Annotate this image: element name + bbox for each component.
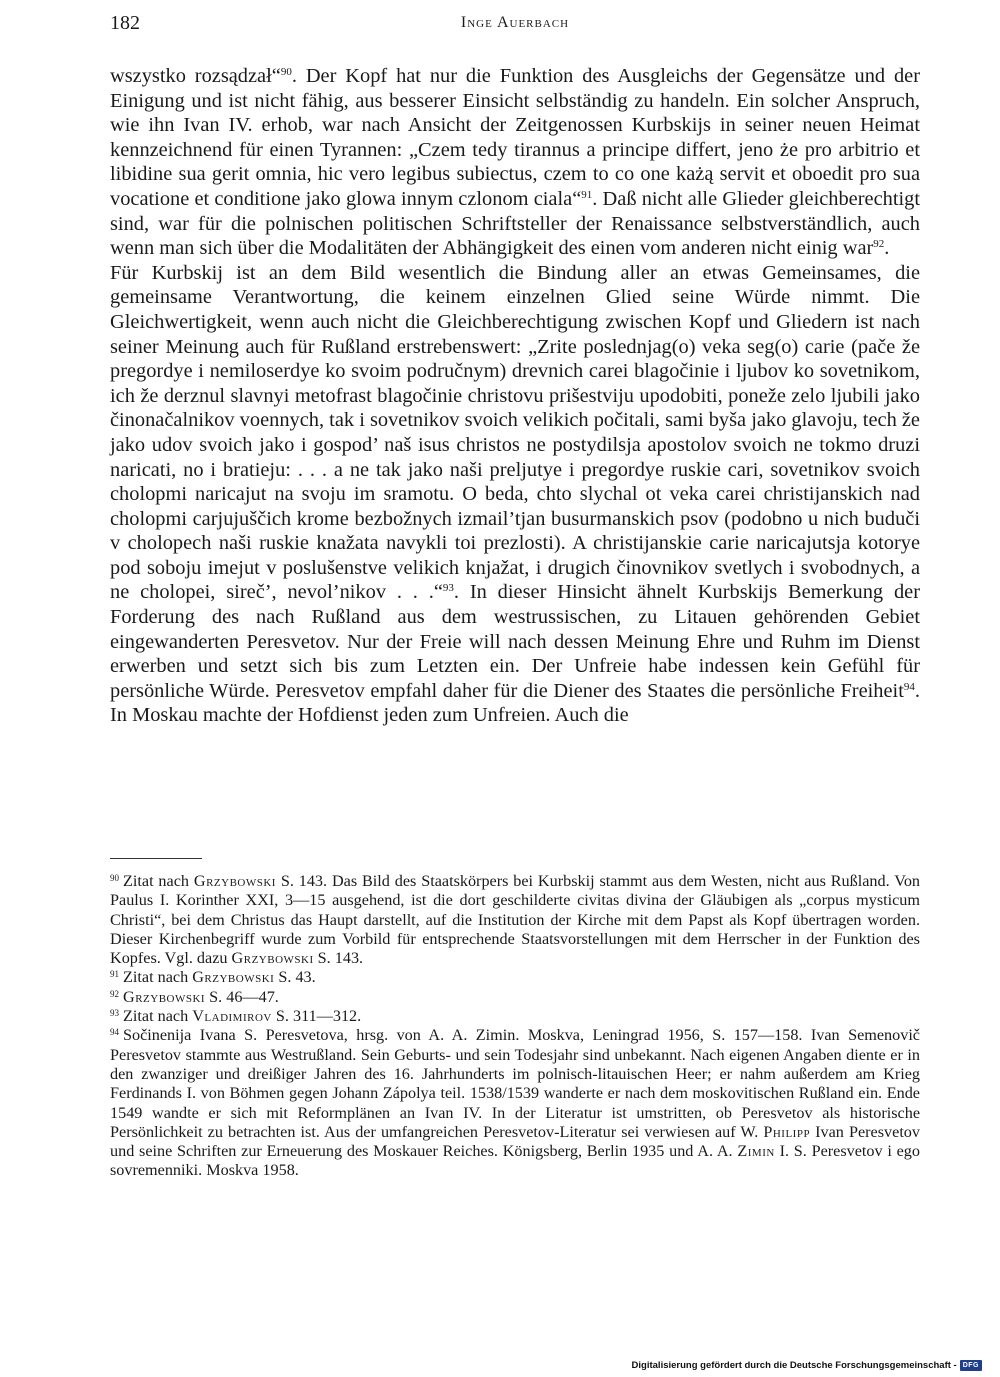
author-name: Grzybowski xyxy=(193,872,276,890)
footnote-94 xyxy=(110,1026,920,1180)
footnote-number: 94 xyxy=(110,1027,119,1038)
footnote-number: 90 xyxy=(110,873,119,883)
text-run: S. 143. Das Bild des Staatskörpers bei Kurbskij stammt aus dem Westen, nicht aus Rußland. Von Paulus I. Korinther XXI, 3—15 ausgehend, ist die dort geschilderte civitas divina der Gläubigen als „corpus mysticum Christi“, bei dem Christus das Haupt darstellt, auf die Institution der Kirche mit dem Papst als Kopf übertragen worden. Dieser Kirchenbegriff wurde zum Vorbild für entsprechende Staatsvorstellungen mit dem Herrscher in der Funktion des Kopfes. Vgl. dazu xyxy=(110,872,921,968)
footnote-ref-90: 90 xyxy=(280,66,292,78)
author-name: Philipp xyxy=(763,1122,811,1141)
footnote-divider xyxy=(110,858,202,859)
text-run: I. S. Peresvetov i ego sovremenniki. Moskva 1958. xyxy=(110,1142,920,1180)
footnote-ref-94: 94 xyxy=(903,680,915,693)
digitization-footer xyxy=(632,1357,982,1373)
text-run: wszystko rozsądzał“ xyxy=(110,65,281,87)
running-head: Inge Auerbach xyxy=(460,14,570,31)
paragraph-1 xyxy=(110,64,920,261)
author-name: Zimin xyxy=(737,1142,775,1161)
author-name: Grzybowski xyxy=(123,987,206,1006)
text-run: S. 143. xyxy=(313,949,364,968)
page-number: 182 xyxy=(110,12,140,34)
author-name: Grzybowski xyxy=(231,949,314,968)
text-run: S. 46—47. xyxy=(205,987,279,1006)
footnotes xyxy=(110,872,920,1181)
dfg-logo: DFG xyxy=(960,1360,982,1371)
footnote-number: 91 xyxy=(110,969,119,980)
footer-text: Digitalisierung gefördert durch die Deutsche Forschungsgemeinschaft - xyxy=(631,1359,957,1371)
text-run: Sočinenija Ivana S. Peresvetova, hrsg. von A. A. Zimin. Moskva, Leningrad 1956, S. 157—158. Ivan Semenovič Peresvetov stammte aus Westrußland. Sein Geburts- und sein Todesjahr sind unbekannt. Nach eigenen Angaben diente er in den zwanziger und dreißiger Jahren des 16. Jahrhunderts im polnisch-litauischen Heer; er nahm außerdem am Krieg Ferdinands I. von Böhmen gegen Johann Zápolya teil. 1538/1539 wanderte er nach dem moskovitischen Rußland ein. Ende 1549 wandte er sich mit Reformplänen an Ivan IV. In der Literatur ist umstritten, ob Peresvetov als historische Persönlichkeit zu betrachten ist. Aus der umfangreichen Peresvetov-Literatur sei verwiesen auf W. xyxy=(110,1026,920,1141)
text-run: Ivan Peresvetov und seine Schriften zur Erneuerung des Moskauer Reiches. Königsberg, Berlin 1935 und A. A. xyxy=(110,1122,920,1161)
footnote-ref-91: 91 xyxy=(581,188,593,201)
text-run: . In Moskau machte der Hofdienst jeden zum Unfreien. Auch die xyxy=(110,679,920,727)
text-run: . xyxy=(884,237,890,260)
footnote-92 xyxy=(110,988,920,1007)
paragraph-2 xyxy=(110,261,920,728)
text-run: . Daß nicht alle Glieder gleichberechtigt sind, war für die polnischen politischen Schriftsteller der Renaissance selbstverständlich, auch wenn man sich über die Modalitäten der Abhängigkeit des einen vom anderen nicht einig war xyxy=(110,187,921,260)
page-header xyxy=(110,12,920,42)
author-name: Grzybowski xyxy=(192,968,275,987)
footnote-90 xyxy=(110,872,920,968)
text-run: . Der Kopf hat nur die Funktion des Ausgleichs der Gegensätze und der Einigung und ist nicht fähig, aus besserer Einsicht selbständig zu handeln. Ein solcher Anspruch, wie ihn Ivan IV. erhob, war nach Ansicht der Zeitgenossen Kurbskijs in seiner neuen Heimat kennzeichnend für einen Tyrannen: „Czem tedy tirannus a principe differt, jeno że pro arbitrio et libidine sua gerit omnia, hic vero legibus subiectus, czem to co one każą servit et oboedit pro sua vocatione et conditione jako glowa innym czlonom ciala“ xyxy=(110,65,921,210)
text-run: Zitat nach xyxy=(123,1007,193,1026)
footnote-91 xyxy=(110,968,920,987)
footnote-number: 93 xyxy=(110,1008,119,1019)
text-run: S. 311—312. xyxy=(271,1007,362,1026)
text-run: Zitat nach xyxy=(123,872,194,890)
author-name: Vladimirov xyxy=(192,1007,272,1026)
text-run: Für Kurbskij ist an dem Bild wesentlich die Bindung aller an etwas Gemeinsames, die gemeinsame Verantwortung, die keinem einzelnen Glied seine Würde nimmt. Die Gleichwertigkeit, wenn auch nicht die Gleichberechtigung zwischen Kopf und Gliedern ist nach seiner Meinung auch für Rußland erstrebenswert: „Zrite poslednjag(o) veka seg(o) carie (pače že pregordye i nemiloserdye ko svoim područnym) drevnich carei blagočinie i ljubov ko sovetnikom, ich že derznul slavnyi metofrast blagočinie christovu prišestviju upodobiti, poneže zelo ljubili jako činonačalnikov voennych, tak i sovetnikov svoich velikich počitali, sami byša jako glavoju, tech že jako udov svoich jako i gospod’ naš isus christos ne postydilsja apostolov svoich ne tokmo druzi naricati, no i bratieju: . . . a ne tak jako naši preljutye i pregordye ruskie cari, sovetnikov svoich cholopmi naricajut na svoju im sramotu. O beda, chto slychal ot veka carei christijanskich nad cholopmi carjujuščich krome bezbožnych izmail’tjan busurmanskich psov (podobno u nich buduči v cholopech naši ruskie knažata navykli toi prezlosti). A christijanskie carie naricajutsja kotorye pod soboju imejut v poslušenstve velikich knjažat, i drugich činovnikov svetlych i svobodnych, a ne cholopei, sireč’, nevol’nikov . . .“ xyxy=(110,261,920,604)
text-run: . In dieser Hinsicht ähnelt Kurbskijs Bemerkung der Forderung des nach Rußland aus dem westrussischen, zu Litauen gehörenden Gebiet eingewanderten Peresvetov. Nur der Freie will nach dessen Meinung Ehre und Ruhm im Dienst erwerben und setzt sich bis zum Letzten ein. Der Unfreie habe indessen kein Gefühl für persönliche Würde. Peresvetov empfahl daher für die Diener des Staates die persönliche Freiheit xyxy=(110,581,920,702)
text-run: Zitat nach xyxy=(123,968,193,987)
body-text xyxy=(110,64,920,728)
footnote-93 xyxy=(110,1007,920,1026)
footnote-ref-93: 93 xyxy=(442,582,454,595)
footnote-ref-92: 92 xyxy=(873,238,885,251)
footnote-number: 92 xyxy=(110,988,119,999)
text-run: S. 43. xyxy=(274,968,316,987)
